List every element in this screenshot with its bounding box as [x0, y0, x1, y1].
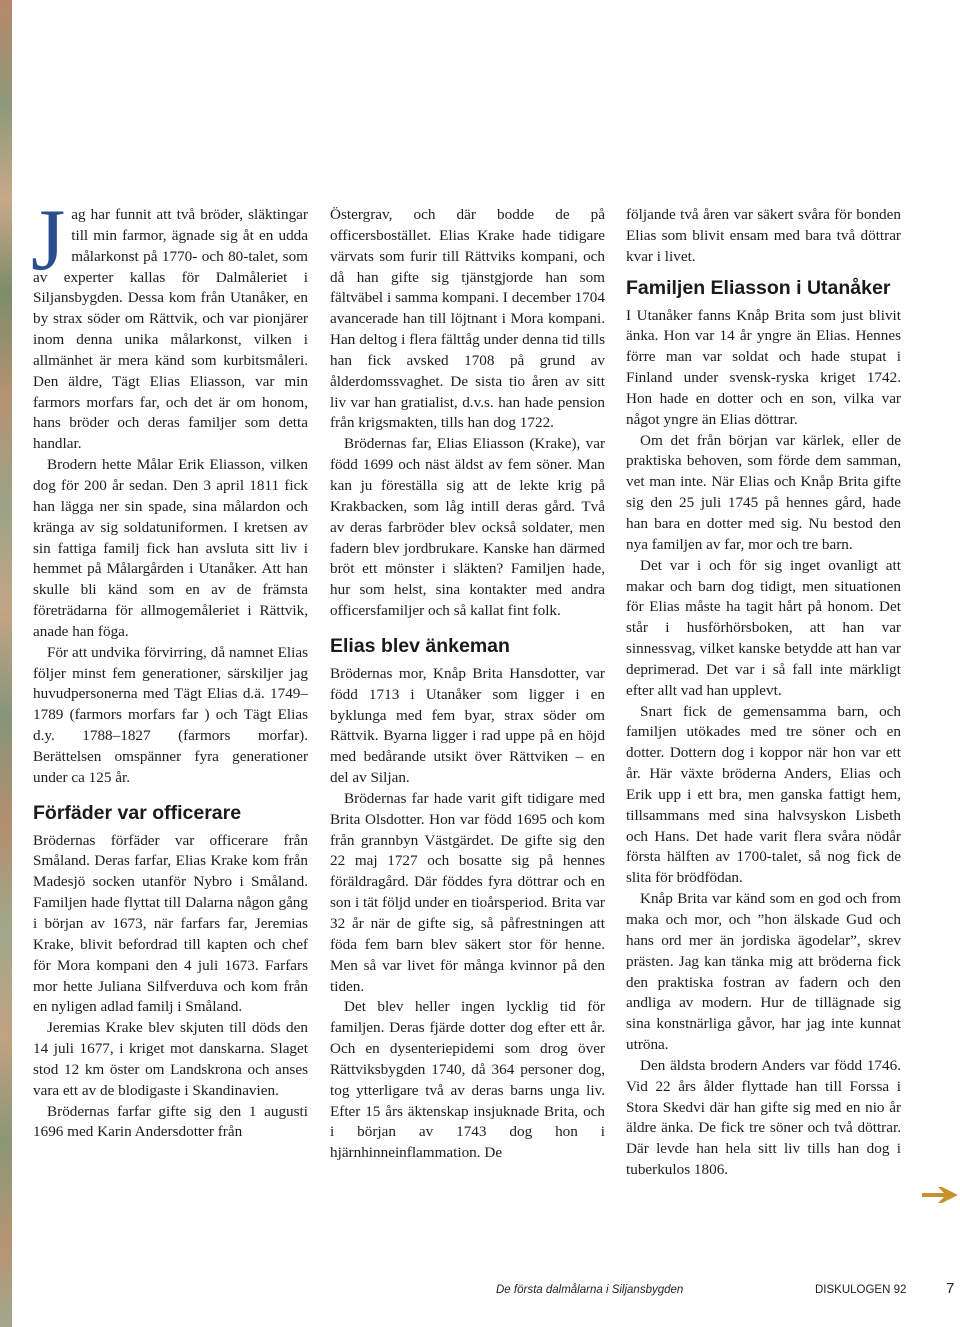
paragraph: Jeremias Krake blev skjuten till döds den 14 juli 1677, i kriget mot danskarna. Slaget stod 12 km öster om Landskrona och anses vara ett av de blodigaste i Skandinavien.: [33, 1019, 308, 1099]
paragraph: Den äldsta brodern Anders var född 1746. Vid 22 års ålder flyttade han till Forssa i Stora Skedvi där han gifte sig med en nio år äldre änka. De fick tre söner och två döttrar. Där levde han hela sitt liv tills han dog i tuberkulos 1806.: [626, 1056, 901, 1179]
section-heading: Förfäder var officerare: [33, 801, 242, 824]
paragraph: I Utanåker fanns Knåp Brita som just blivit änka. Hon var 14 år yngre än Elias. Hennes förre man var soldat och hade stupat i Finland under svensk-ryska kriget 1742. Hon hade en dotter och en son, vilka var något yngre än Elias döttrar.: [626, 306, 901, 428]
paragraph: Det blev heller ingen lycklig tid för familjen. Deras fjärde dotter dog efter ett år. Och en dysenteriepidemi som drog över Rättviksbygden 1740, då 364 personer dog, tog ytterligare två av deras barns unga liv. Efter 15 års äktenskap insjuknade Brita, och i början av 1743 dog hon i hjärnhinneinflammation. De: [330, 998, 605, 1162]
drop-cap: J: [31, 192, 66, 289]
running-title: De första dalmålarna i Siljansbygden: [496, 1284, 684, 1296]
section-heading: Familjen Eliasson i Utanåker: [626, 276, 891, 299]
column-2: [330, 205, 605, 1164]
paragraph: Brödernas förfäder var officerare från Småland. Deras farfar, Elias Krake kom från Madesjö socken utanför Nybro i Småland. Familjen hade flyttat till Dalarna någon gång i början av 1673, när farfars far, Jeremias Krake, blivit befordrad till kapten och chef för Mora kompani den 4 juli 1673. Farfars mor hette Juliana Silfverduva och kom från en nyligen adlad familj i Småland.: [33, 831, 308, 1016]
column-1: [31, 192, 308, 1143]
paragraph: Knåp Brita var känd som en god och from maka och mor, och ”hon älskade Gud och hans ord mer än jordiska ägodelar”, skrev prästen. Jag kan tänka mig att bröderna fick den praktiska fostran av fadern och den andliga av modern. Hur de tillägnade sig sina konstnärliga gåvor, har jag inte kunnat utröna.: [626, 890, 901, 1054]
photo-edge-strip: [0, 0, 12, 1327]
paragraph: För att undvika förvirring, då namnet Elias följer minst fem generationer, särskiljer jag huvudpersonerna med Tägt Elias d.ä. 1749–1789 (farmors morfars far ) och Tägt Elias d.y. 1788–1827 (farmors morfar). Berättelsen omspänner fyra generationer under ca 125 år.: [33, 643, 308, 786]
column-3: [626, 205, 901, 1181]
paragraph: Om det från början var kärlek, eller de praktiska behoven, som förde dem samman, vet man inte. När Elias och Knåp Brita gifte sig den 25 juli 1745 på hennes gård, hade han bara en dotter med sig. Nu bestod den nya familjen av far, mor och tre barn.: [626, 431, 901, 553]
section-heading: Elias blev änkeman: [330, 634, 510, 657]
intro-paragraph: [31, 192, 308, 455]
paragraph: Östergrav, och där bodde de på officersbostället. Elias Krake hade tidigare värvats som furir till Rättviks kompani, och då han gifte sig tjänstgjorde han som fältväbel i samma kompani. I december 1704 avancerade han till löjtnant i Mora kompani. Han deltog i flera fälttåg under denna tid tills han fick avsked 1708 på grund av ålderdomssvaghet. De sista tio åren av sitt liv var han gratialist, d.v.s. han hade pension från krigsmakten, tills han dog 1722.: [330, 206, 605, 432]
arrow-right-icon: [922, 1186, 958, 1204]
paragraph: Snart fick de gemensamma barn, och familjen utökades med tre söner och en dotter. Dottern dog i koppor när hon var ett år. Här växte bröderna Anders, Elias och Erik upp i ett bra, men ganska fattigt hem, tillsammans med sina halvsyskon Lisbeth och Hans. Det hade varit flera svåra nödår första hälften av 1700-talet, så nog fick de slita för brödfödan.: [626, 702, 901, 887]
paragraph: Brödernas farfar gifte sig den 1 augusti 1696 med Karin Andersdotter från: [33, 1102, 308, 1141]
page-number: 7: [946, 1280, 955, 1297]
paragraph: Brödernas far, Elias Eliasson (Krake), var född 1699 och näst äldst av fem söner. Man kan ju föreställa sig att de lekte krig på Krakbacken, som låg intill deras gård. Två av deras farbröder blev också soldater, men fadern blev jordbrukare. Kanske han därmed bröt ett mönster i släkten? Familjen hade, hur som helst, sina kontakter med andra officersfamiljer och så kallat fint folk.: [330, 435, 605, 620]
paragraph: Det var i och för sig inget ovanligt att makar och barn dog tidigt, men situationen för Elias måste ha tagit hårt på honom. Det står i husförhörsboken, att han var sinnessvag, vilket kanske betydde att han var deprimerad. Det var i så fall inte märkligt efter allt vad han upplevt.: [626, 556, 901, 699]
paragraph: ag har funnit att två bröder, släktingar till min farmor, ägnade sig åt en udda målarkonst på 1770- och 80-talet, som av experter kallas för Dalmåleriet i Siljansbygden. Dessa kom från Utanåker, en by strax söder om Rättvik, och var pionjärer inom denna unika målarkonst, vilken i allmänhet är mera känd som kurbitsmåleri. Den äldre, Tägt Elias Eliasson, var min farmors morfars far, och det är om honom, hans bröder och deras familjer som detta handlar.: [33, 206, 308, 453]
magazine-name: DISKULOGEN 92: [815, 1284, 907, 1296]
paragraph: Brödernas far hade varit gift tidigare med Brita Olsdotter. Hon var född 1695 och kom från grannbyn Västgärdet. De gifte sig den 22 maj 1727 och bosatte sig på hennes föräldragård. Där föddes fyra döttrar och en son i tät följd under en tioårsperiod. Brita var 32 år när de gifte sig, så påfrestningen att föda fem barn blev säkert stor för henne. Men så var livet för många kvinnor på den tiden.: [330, 789, 605, 995]
paragraph: följande två åren var säkert svåra för bonden Elias som blivit ensam med bara två döttrar kvar i livet.: [626, 206, 901, 265]
paragraph: Brödernas mor, Knåp Brita Hansdotter, var född 1713 i Utanåker som ligger i en byklunga med fem byar, strax söder om Rättvik. Byarna ligger i rad uppe på en höjd med bedårande utsikt över Rättviken – en del av Siljan.: [330, 664, 605, 787]
paragraph: Brodern hette Målar Erik Eliasson, vilken dog för 200 år sedan. Den 3 april 1811 fick han lägga ner sin spade, sina målardon och kränga av sig soldatuniformen. I kretsen av sin fattiga familj fick han avsluta sitt liv i hemmet på Målargården i Utanåker. Att han skulle bli känd som en av de främsta företrädarna för allmogemåleriet i Rättvik, anade han föga.: [33, 456, 308, 640]
